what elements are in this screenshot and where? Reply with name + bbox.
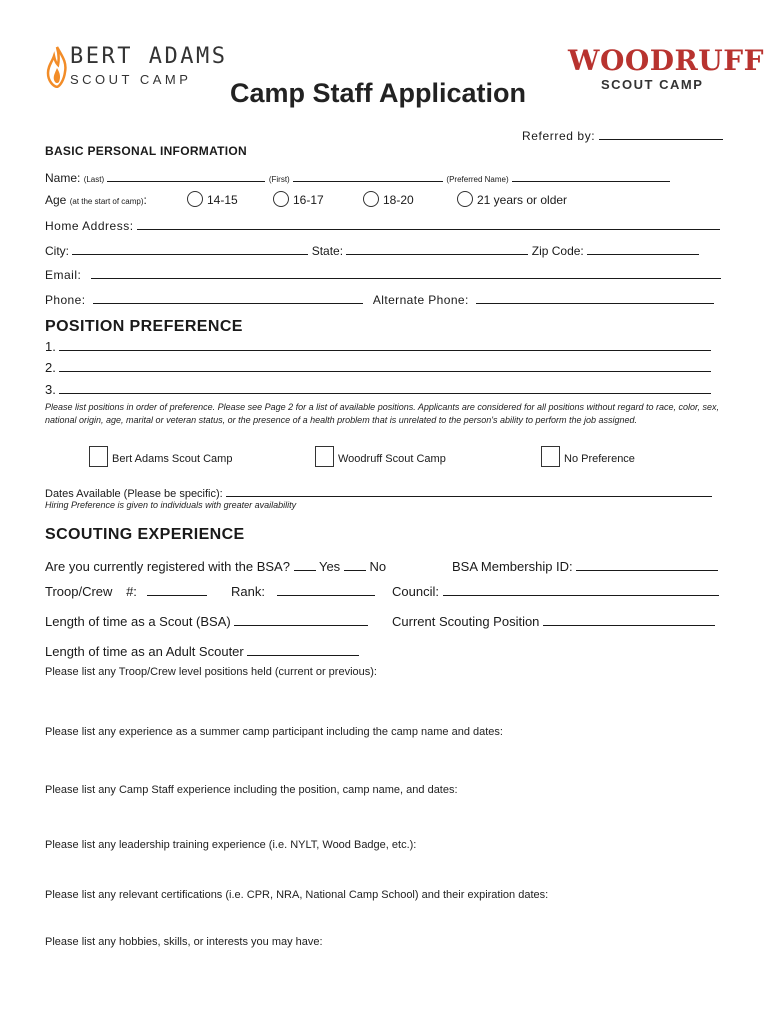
referred-by-label: Referred by: xyxy=(522,129,596,143)
age-option-1-label: 14-15 xyxy=(207,193,238,207)
length-scout-line[interactable] xyxy=(234,613,368,626)
bert-adams-logo-line2: SCOUT CAMP xyxy=(70,72,192,87)
position-item-1-num: 1. xyxy=(45,339,56,354)
length-scout-label: Length of time as a Scout (BSA) xyxy=(45,614,231,629)
scouting-heading: SCOUTING EXPERIENCE xyxy=(45,526,245,543)
yes-label: Yes xyxy=(318,559,341,574)
answer-summer-camp[interactable] xyxy=(45,742,725,782)
prompt-summer-camp: Please list any experience as a summer camp participant including the camp name and dates: xyxy=(45,726,503,738)
alt-phone-label: Alternate Phone: xyxy=(372,293,469,307)
position-item-3 xyxy=(45,381,711,397)
city-line[interactable] xyxy=(72,242,308,255)
answer-troop-positions[interactable] xyxy=(45,682,725,722)
zip-line[interactable] xyxy=(587,242,699,255)
last-label: (Last) xyxy=(83,175,105,184)
age-colon: : xyxy=(143,193,147,207)
answer-hobbies[interactable] xyxy=(45,952,725,1002)
preferred-name-line[interactable] xyxy=(512,169,670,182)
referred-by-field[interactable] xyxy=(522,127,723,143)
bert-adams-logo xyxy=(46,44,228,94)
age-option-2[interactable] xyxy=(273,191,324,207)
bert-adams-label: Bert Adams Scout Camp xyxy=(112,453,233,465)
woodruff-logo-line2: SCOUT CAMP xyxy=(601,77,704,92)
home-address-line[interactable] xyxy=(137,217,720,230)
prompt-leadership-training: Please list any leadership training experience (i.e. NYLT, Wood Badge, etc.): xyxy=(45,839,417,851)
name-row xyxy=(45,169,670,185)
membership-id-line[interactable] xyxy=(576,558,718,571)
age-option-2-label: 16-17 xyxy=(293,193,324,207)
no-preference-checkbox[interactable] xyxy=(541,446,560,467)
dates-available-line[interactable] xyxy=(226,484,712,497)
woodruff-logo-line1: WOODRUFF xyxy=(568,44,764,77)
length-adult-label: Length of time as an Adult Scouter xyxy=(45,644,244,659)
troop-number-line[interactable] xyxy=(147,583,207,596)
preferred-label: (Preferred Name) xyxy=(446,175,509,184)
referred-by-line[interactable] xyxy=(599,127,723,140)
dates-available-row xyxy=(45,484,712,500)
position-item-2 xyxy=(45,359,711,375)
home-address-label: Home Address: xyxy=(45,219,134,233)
rank-row xyxy=(231,583,375,599)
position-line-3[interactable] xyxy=(59,381,711,394)
age-radio-3[interactable] xyxy=(363,191,379,207)
camp-option-woodruff[interactable] xyxy=(315,446,446,467)
position-heading: POSITION PREFERENCE xyxy=(45,318,243,335)
woodruff-checkbox[interactable] xyxy=(315,446,334,467)
dates-available-label: Dates Available (Please be specific): xyxy=(45,488,223,500)
prompt-camp-staff: Please list any Camp Staff experience including the position, camp name, and dates: xyxy=(45,784,458,796)
age-radio-2[interactable] xyxy=(273,191,289,207)
troop-row xyxy=(45,583,207,599)
city-label: City: xyxy=(45,244,69,258)
council-label: Council: xyxy=(392,584,439,599)
name-label: Name: xyxy=(45,171,81,185)
first-label: (First) xyxy=(268,175,290,184)
age-radio-1[interactable] xyxy=(187,191,203,207)
age-option-3[interactable] xyxy=(363,191,414,207)
length-adult-line[interactable] xyxy=(247,643,359,656)
home-address-row xyxy=(45,217,720,233)
answer-leadership-training[interactable] xyxy=(45,855,725,885)
age-option-4[interactable] xyxy=(457,191,567,207)
first-name-line[interactable] xyxy=(293,169,443,182)
position-item-3-num: 3. xyxy=(45,382,56,397)
bert-adams-logo-line1: BERT ADAMS xyxy=(70,44,228,69)
email-line[interactable] xyxy=(91,266,721,279)
age-option-1[interactable] xyxy=(187,191,238,207)
position-line-1[interactable] xyxy=(59,338,711,351)
zip-label: Zip Code: xyxy=(531,244,584,258)
length-scout-row xyxy=(45,613,368,629)
phone-line[interactable] xyxy=(93,291,363,304)
current-position-line[interactable] xyxy=(543,613,715,626)
email-label: Email: xyxy=(45,268,82,282)
age-option-3-label: 18-20 xyxy=(383,193,414,207)
prompt-troop-positions: Please list any Troop/Crew level positions held (current or previous): xyxy=(45,666,377,678)
age-radio-4[interactable] xyxy=(457,191,473,207)
hiring-note: Hiring Preference is given to individuals with greater availability xyxy=(45,500,297,510)
phone-label: Phone: xyxy=(45,293,86,307)
camp-option-no-preference[interactable] xyxy=(541,446,635,467)
answer-camp-staff[interactable] xyxy=(45,800,725,836)
rank-label: Rank: xyxy=(231,584,265,599)
woodruff-label: Woodruff Scout Camp xyxy=(338,453,446,465)
city-row xyxy=(45,242,699,258)
state-line[interactable] xyxy=(346,242,528,255)
membership-id-label: BSA Membership ID: xyxy=(452,559,573,574)
age-row xyxy=(45,193,147,207)
camp-option-bert-adams[interactable] xyxy=(89,446,232,467)
registered-yes-line[interactable] xyxy=(294,558,316,571)
prompt-hobbies: Please list any hobbies, skills, or interests you may have: xyxy=(45,936,323,948)
phone-row xyxy=(45,291,714,307)
prompt-certifications: Please list any relevant certifications (i.e. CPR, NRA, National Camp School) and their expiration dates: xyxy=(45,889,549,901)
age-label: Age xyxy=(45,193,67,207)
basic-info-heading: BASIC PERSONAL INFORMATION xyxy=(45,144,248,158)
current-position-label: Current Scouting Position xyxy=(392,614,540,629)
last-name-line[interactable] xyxy=(107,169,265,182)
no-label: No xyxy=(369,559,387,574)
troop-hash-label: #: xyxy=(126,584,137,599)
registered-no-line[interactable] xyxy=(344,558,366,571)
no-preference-label: No Preference xyxy=(564,453,635,465)
position-line-2[interactable] xyxy=(59,359,711,372)
troop-label: Troop/Crew xyxy=(45,584,113,599)
position-note: Please list positions in order of preference. Please see Page 2 for a list of available positions. Applicants are considered for all positions without regard to race, color, sex, national origin, age, marital or veteran status, or the presence of a health problem that is unrelated to the person's ability to perform the job assigned. xyxy=(45,402,720,425)
registered-row xyxy=(45,558,386,574)
membership-id-row xyxy=(452,558,718,574)
bert-adams-checkbox[interactable] xyxy=(89,446,108,467)
current-position-row xyxy=(392,613,715,629)
position-item-2-num: 2. xyxy=(45,360,56,375)
position-item-1 xyxy=(45,338,711,354)
flame-icon xyxy=(46,46,68,88)
rank-line[interactable] xyxy=(277,583,375,596)
council-row xyxy=(392,583,719,599)
age-note: (at the start of camp) xyxy=(69,197,144,206)
answer-certifications[interactable] xyxy=(45,905,725,933)
alt-phone-line[interactable] xyxy=(476,291,714,304)
email-row xyxy=(45,266,721,282)
registered-question: Are you currently registered with the BSA? xyxy=(45,559,290,574)
page-title: Camp Staff Application xyxy=(230,78,527,108)
woodruff-logo xyxy=(568,44,764,94)
council-line[interactable] xyxy=(443,583,719,596)
age-option-4-label: 21 years or older xyxy=(477,193,568,207)
state-label: State: xyxy=(311,244,344,258)
length-adult-row xyxy=(45,643,359,659)
